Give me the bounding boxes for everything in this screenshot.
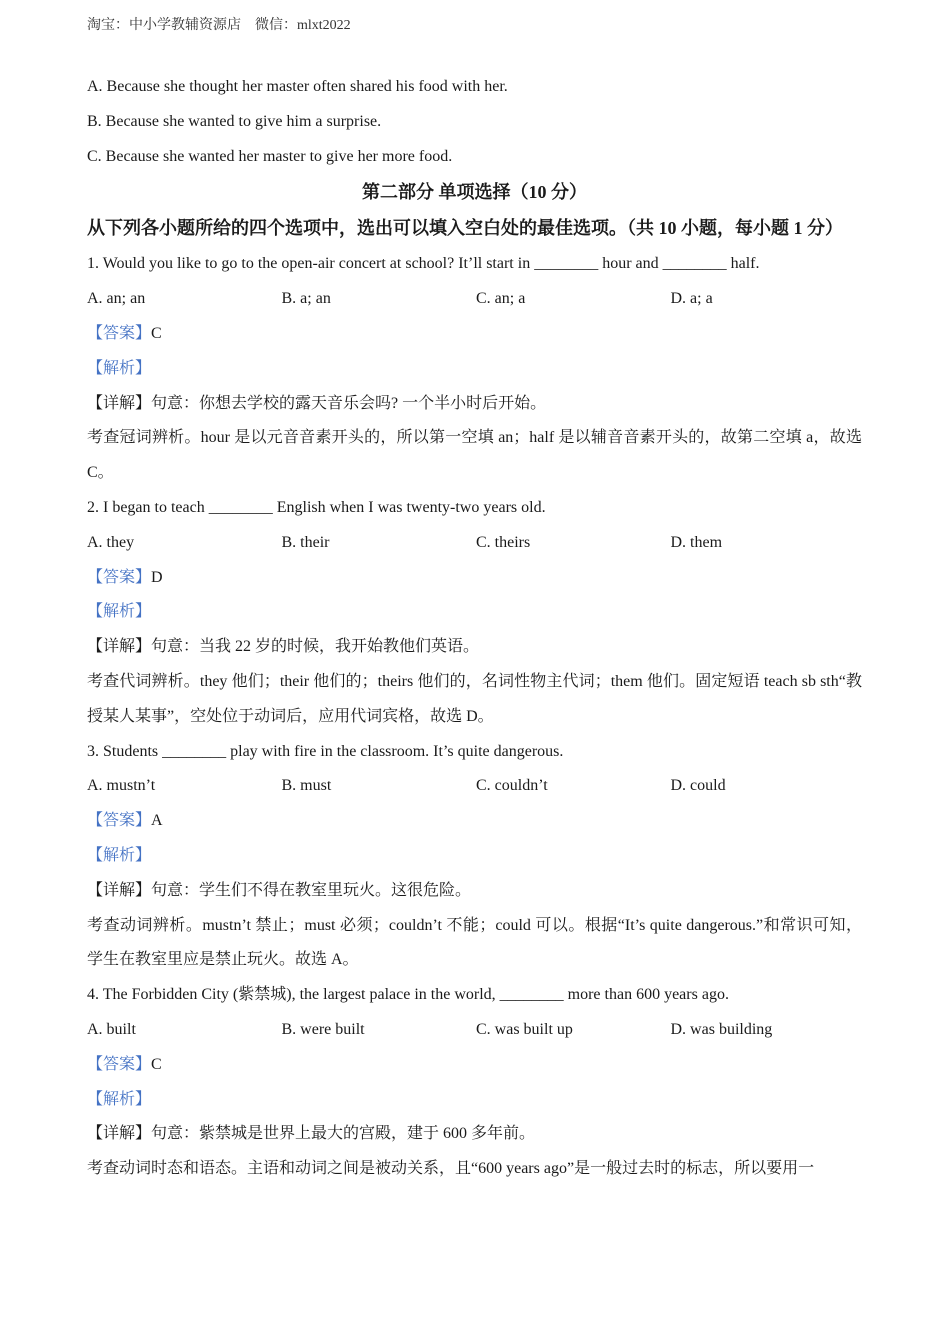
question-options: [87, 282, 862, 317]
detail-label: 【详解】: [87, 638, 152, 656]
question-stem: 3. Students ________ play with fire in the classroom. It’s quite dangerous.: [87, 742, 564, 760]
option-c: C. theirs: [476, 533, 531, 551]
explanation-text: 考查代词辨析。they 他们；their 他们的；theirs 他们的，名词性物主代词；them 他们。固定短语 teach sb sth“教授某人某事”，空处位于动词后，应用代词宾格，故选 D。: [87, 672, 862, 725]
question-options: [87, 1013, 862, 1048]
answer-value: A: [151, 812, 163, 830]
analysis-label: 【解析】: [87, 1090, 152, 1108]
answer-label: 【答案】: [87, 568, 152, 586]
option-d: D. a; a: [670, 290, 713, 308]
answer-label: 【答案】: [87, 812, 152, 830]
detail-label: 【详解】: [87, 394, 152, 412]
option-a: A. an; an: [87, 290, 146, 308]
detail-text: 句意：学生们不得在教室里玩火。这很危险。: [151, 881, 472, 899]
explanation-text: 考查冠词辨析。hour 是以元音音素开头的，所以第一空填 an；half 是以辅音音素开头的，故第二空填 a，故选 C。: [87, 429, 862, 482]
option-d: D. was building: [670, 1020, 773, 1038]
question-4: [87, 978, 862, 1187]
detail-line: [87, 630, 862, 665]
prev-option-a: A. Because she thought her master often shared his food with her.: [87, 78, 508, 95]
section-instruction: 从下列各小题所给的四个选项中，选出可以填入空白处的最佳选项。（共 10 小题，每小题 1 分）: [87, 218, 843, 239]
detail-label: 【详解】: [87, 1125, 152, 1143]
analysis-line: [87, 595, 862, 630]
question-options: [87, 526, 862, 561]
option-a: A. built: [87, 1020, 136, 1038]
detail-line: [87, 1117, 862, 1152]
detail-label: 【详解】: [87, 881, 152, 899]
option-a: A. mustn’t: [87, 777, 156, 795]
answer-value: C: [151, 324, 162, 342]
option-b: B. must: [281, 777, 332, 795]
option-c: C. couldn’t: [476, 777, 548, 795]
detail-text: 句意：紫禁城是世界上最大的宫殿，建于 600 多年前。: [151, 1125, 536, 1143]
question-stem: 4. The Forbidden City (紫禁城), the largest palace in the world, ________ more than 600 years ago.: [87, 986, 729, 1004]
option-d: D. could: [670, 777, 726, 795]
question-stem: 2. I began to teach ________ English when I was twenty-two years old.: [87, 498, 546, 516]
question-2: [87, 491, 862, 735]
explanation-text: 考查动词辨析。mustn’t 禁止；must 必须；couldn’t 不能；could 可以。根据“It’s quite dangerous.”和常识可知，学生在教室里应是禁止玩火。故选 A。: [87, 916, 862, 969]
prev-option-c: C. Because she wanted her master to give her more food.: [87, 147, 453, 165]
answer-label: 【答案】: [87, 1055, 152, 1073]
analysis-line: [87, 839, 862, 874]
section-title: 第二部分 单项选择（10 分）: [362, 182, 587, 203]
analysis-line: [87, 1083, 862, 1118]
question-3: [87, 735, 862, 979]
previous-question-options: [87, 70, 862, 174]
analysis-label: 【解析】: [87, 359, 152, 377]
detail-line: [87, 874, 862, 909]
answer-line: [87, 317, 862, 352]
question-options: [87, 769, 862, 804]
answer-line: [87, 804, 862, 839]
answer-value: D: [151, 568, 163, 586]
option-d: D. them: [670, 533, 723, 551]
answer-label: 【答案】: [87, 324, 152, 342]
detail-text: 句意：你想去学校的露天音乐会吗? 一个半小时后开始。: [151, 394, 547, 412]
question-stem: 1. Would you like to go to the open-air concert at school? It’ll start in ________ hour and ________ half.: [87, 255, 760, 273]
explanation-text: 考查动词时态和语态。主语和动词之间是被动关系，且“600 years ago”是一般过去时的标志，所以要用一: [87, 1160, 815, 1178]
analysis-line: [87, 352, 862, 387]
page-header: 淘宝：中小学教辅资源店 微信：mlxt2022: [87, 18, 351, 33]
answer-line: [87, 561, 862, 596]
document-body: [87, 70, 862, 1187]
option-c: C. was built up: [476, 1020, 573, 1038]
option-b: B. were built: [281, 1020, 365, 1038]
option-b: B. their: [281, 533, 330, 551]
detail-line: [87, 387, 862, 422]
detail-text: 句意：当我 22 岁的时候，我开始教他们英语。: [151, 638, 480, 656]
option-b: B. a; an: [281, 290, 331, 308]
option-a: A. they: [87, 533, 135, 551]
answer-line: [87, 1048, 862, 1083]
analysis-label: 【解析】: [87, 846, 152, 864]
question-1: [87, 247, 862, 491]
option-c: C. an; a: [476, 290, 526, 308]
prev-option-b: B. Because she wanted to give him a surprise.: [87, 112, 382, 130]
answer-value: C: [151, 1055, 162, 1073]
analysis-label: 【解析】: [87, 603, 152, 621]
